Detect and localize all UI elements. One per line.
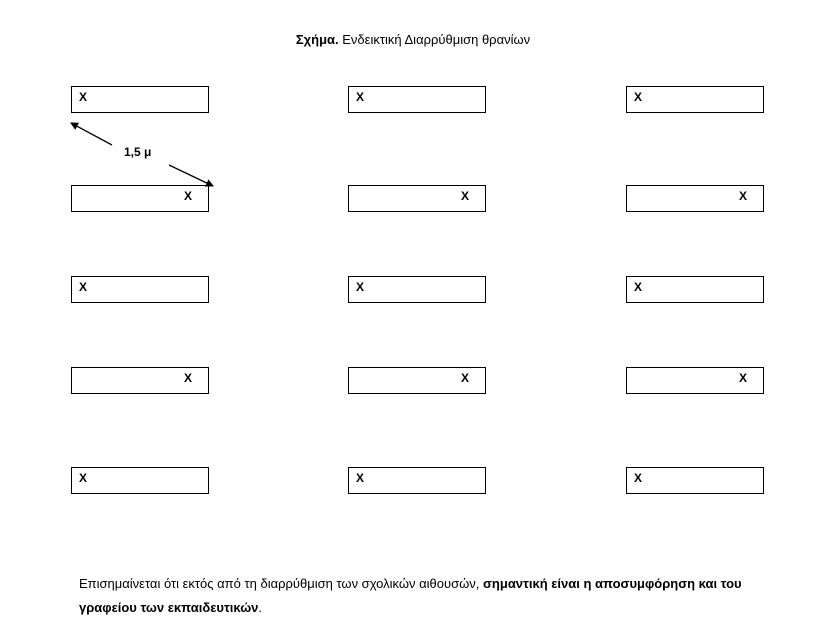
desk (626, 467, 764, 494)
seat-marker: X (634, 471, 643, 485)
note-paragraph (79, 572, 769, 620)
seat-marker: X (79, 90, 88, 104)
desk (626, 185, 764, 212)
distance-label: 1,5 μ (124, 145, 152, 159)
seat-marker: X (739, 371, 748, 385)
desk (626, 276, 764, 303)
distance-arrow-up (71, 123, 112, 145)
desk (348, 367, 486, 394)
seat-marker: X (739, 189, 748, 203)
desk (71, 185, 209, 212)
seat-marker: X (184, 189, 193, 203)
seat-marker: X (634, 280, 643, 294)
desk (626, 86, 764, 113)
desk (348, 467, 486, 494)
seat-marker: X (356, 90, 365, 104)
desk (348, 86, 486, 113)
desk (348, 276, 486, 303)
seat-marker: X (79, 471, 88, 485)
seat-marker: X (461, 189, 470, 203)
note-bold-text: σημαντική είναι η αποσυμφόρηση και του γραφείου των εκπαιδευτικών (79, 576, 742, 615)
seat-marker: X (356, 471, 365, 485)
figure-title-text: Ενδεικτική Διαρρύθμιση θρανίων (338, 32, 531, 47)
desk (71, 367, 209, 394)
seat-marker: X (79, 280, 88, 294)
seat-marker: X (634, 90, 643, 104)
seat-marker: X (356, 280, 365, 294)
seat-marker: X (461, 371, 470, 385)
desk (348, 185, 486, 212)
distance-arrow-down (169, 165, 213, 186)
desk (626, 367, 764, 394)
figure-title-prefix: Σχήμα. (295, 32, 339, 47)
note-normal-text: Επισημαίνεται ότι εκτός από τη διαρρύθμιση των σχολικών αιθουσών, (79, 576, 484, 591)
seat-marker: X (184, 371, 193, 385)
desk (71, 467, 209, 494)
desk (71, 86, 209, 113)
note-end: . (258, 600, 263, 615)
desk (71, 276, 209, 303)
figure-title (0, 32, 826, 47)
